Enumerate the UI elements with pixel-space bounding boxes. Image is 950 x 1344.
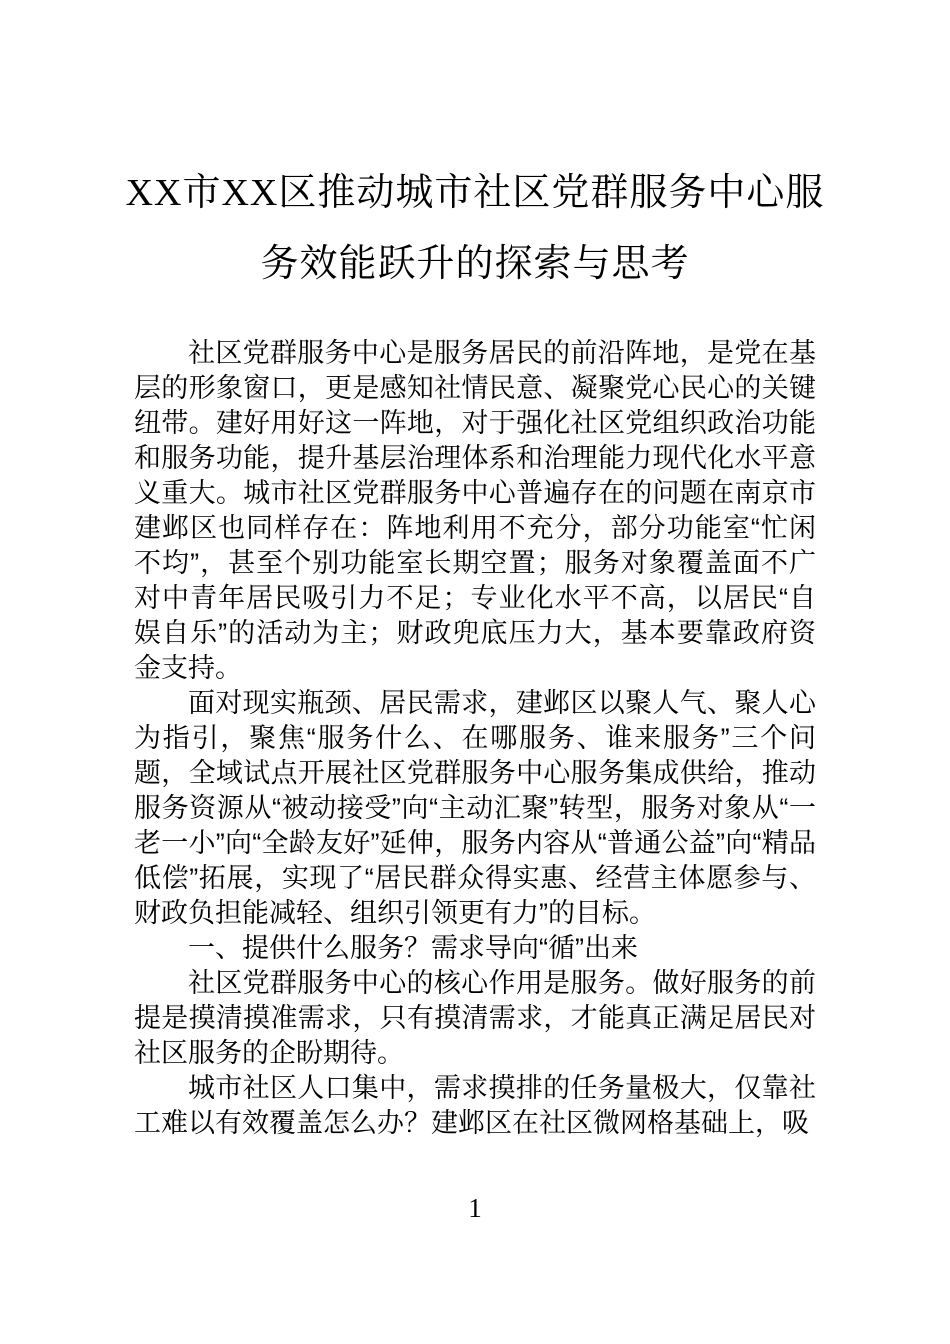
document-title [50, 158, 900, 300]
page-number: 1 [468, 1193, 482, 1223]
section-heading-1: 一、提供什么服务？需求导向“循”出来 [188, 933, 638, 963]
paragraph-approach: 面对现实瓶颈、居民需求，建邺区以聚人气、聚人心为指引，聚焦“服务什么、在哪服务、谁来服务”三个问题，全域试点开展社区党群服务中心服务集成供给，推动服务资源从“被动接受”向“主动汇聚”转型，服务对象从“一老一小”向“全龄友好”延伸，服务内容从“普通公益”向“精品低偿”拓展，实现了“居民群众得实惠、经营主体愿参与、财政负担能减轻、组织引领更有力”的目标。 [134, 688, 816, 928]
document-body [134, 336, 816, 1141]
paragraph-service-core: 社区党群服务中心的核心作用是服务。做好服务的前提是摸清摸准需求，只有摸清需求，才能真正满足居民对社区服务的企盼期待。 [134, 968, 816, 1068]
document-title-line-2: 务效能跃升的探索与思考 [260, 243, 690, 285]
paragraph-intro: 社区党群服务中心是服务居民的前沿阵地，是党在基层的形象窗口，更是感知社情民意、凝聚党心民心的关键纽带。建好用好这一阵地，对于强化社区党组织政治功能和服务功能，提升基层治理体系和治理能力现代化水平意义重大。城市社区党群服务中心普遍存在的问题在南京市建邺区也同样存在：阵地利用不充分，部分功能室“忙闲不均”，甚至个别功能室长期空置；服务对象覆盖面不广对中青年居民吸引力不足；专业化水平不高，以居民“自娱自乐”的活动为主；财政兜底压力大，基本要靠政府资金支持。 [134, 338, 816, 683]
paragraph-demand-survey: 城市社区人口集中，需求摸排的任务量极大，仅靠社工难以有效覆盖怎么办？建邺区在社区微网格基础上，吸 [134, 1073, 816, 1138]
document-title-line-1: XX市XX区推动城市社区党群服务中心服 [125, 172, 825, 214]
